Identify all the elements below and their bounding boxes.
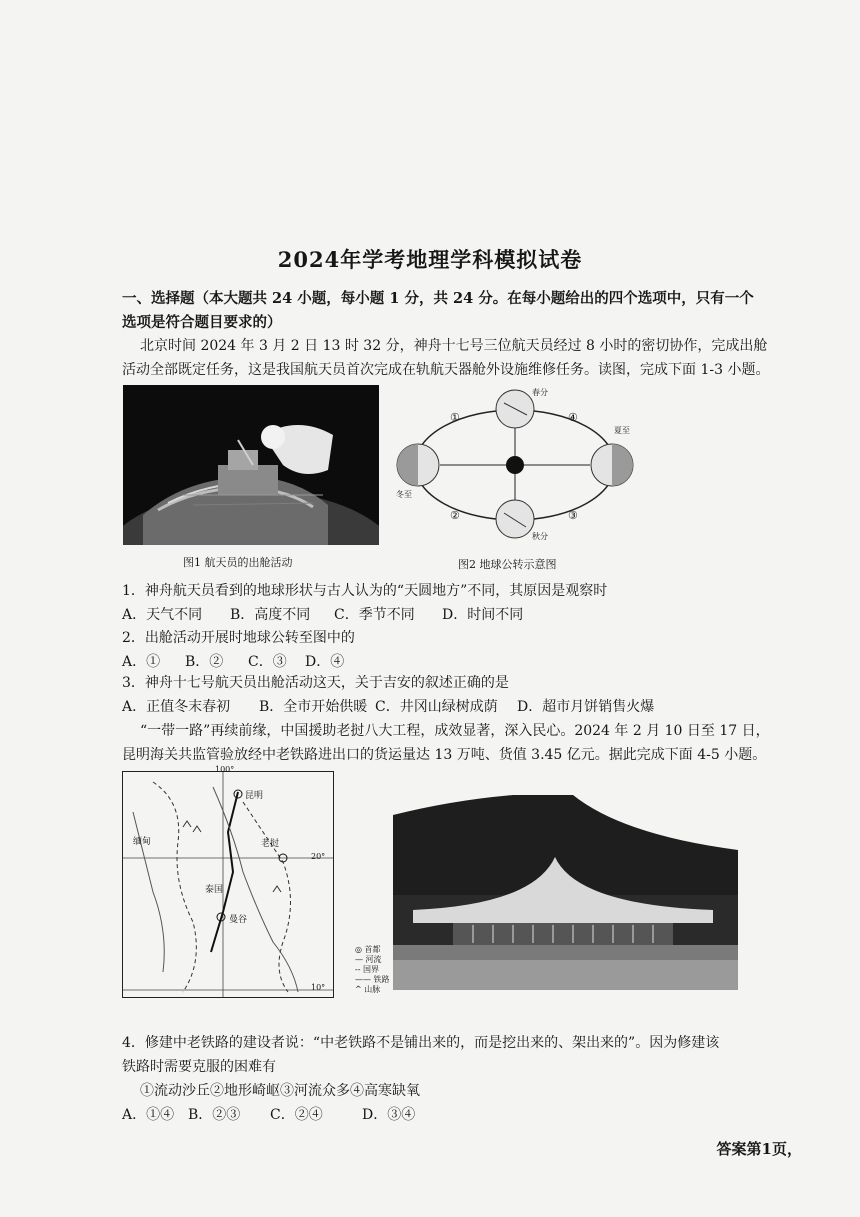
section-heading-cont: 选项是符合题目要求的） — [122, 314, 282, 331]
legend-river: — 河流 — [355, 955, 382, 964]
myanmar-label: 缅甸 — [133, 837, 152, 847]
q3-option-c: C．井冈山绿树成荫 — [375, 699, 498, 715]
passage-1-line-1: 北京时间 2024 年 3 月 2 日 13 时 32 分，神舟十七号三位航天员经过 8 小时的密切协作，完成出舱 — [140, 338, 768, 354]
latitude-20-label: 20° — [311, 852, 326, 861]
q1-option-a: A．天气不同 — [122, 607, 203, 623]
passage-2-line-1: “一带一路”再续前缘，中国援助老挝八大工程，成效显著，深入民心。2024 年 2 月 10 日至 17 日， — [140, 723, 770, 739]
q4-option-d: D．③④ — [362, 1107, 416, 1123]
q3-option-d: D．超市月饼销售火爆 — [517, 699, 655, 715]
q4-option-a: A．①④ — [122, 1107, 175, 1123]
latitude-10-label: 10° — [311, 983, 326, 992]
legend-border: -- 国界 — [355, 965, 379, 974]
figure-1-caption: 图1 航天员的出舱活动 — [183, 556, 293, 569]
autumn-equinox-label: 秋分 — [532, 532, 548, 541]
q2-option-a: A．① — [122, 654, 161, 670]
bangkok-label: 曼谷 — [229, 915, 248, 925]
question-4-items: ①流动沙丘②地形崎岖③河流众多④高寒缺氧 — [140, 1083, 420, 1099]
position-1-label: ① — [450, 411, 460, 424]
earth-revolution-diagram — [392, 385, 642, 545]
q4-option-b: B．②③ — [188, 1107, 241, 1123]
q1-option-c: C．季节不同 — [334, 607, 415, 623]
page-title: 2024年学考地理学科模拟试卷 — [277, 247, 583, 272]
q1-option-d: D．时间不同 — [442, 607, 524, 623]
question-4-stem: 4．修建中老铁路的建设者说：“中老铁路不是铺出来的，而是挖出来的、架出来的”。因为修建该 — [122, 1035, 720, 1051]
legend-capital: ◎ 首都 — [355, 945, 381, 954]
railway-station-photo — [393, 795, 738, 990]
q3-option-a: A．正值冬末春初 — [122, 699, 231, 715]
q3-option-b: B．全市开始供暖 — [259, 699, 368, 715]
question-4-stem-cont: 铁路时需要克服的困难有 — [122, 1059, 276, 1075]
kunming-label: 昆明 — [245, 791, 264, 801]
astronaut-photo — [123, 385, 379, 545]
q2-option-c: C．③ — [248, 654, 287, 670]
section-heading: 一、选择题（本大题共 24 小题，每小题 1 分，共 24 分。在每小题给出的四个选项中，只有一个 — [122, 290, 754, 307]
position-4-label: ④ — [568, 411, 578, 424]
legend-railway: —— 铁路 — [355, 975, 390, 984]
position-2-label: ② — [450, 509, 460, 522]
winter-solstice-label: 冬至 — [396, 490, 412, 499]
question-3-stem: 3．神舟十七号航天员出舱活动这天，关于吉安的叙述正确的是 — [122, 675, 509, 691]
legend-mountain: ^ 山脉 — [355, 985, 381, 994]
q1-option-b: B．高度不同 — [230, 607, 311, 623]
figure-2-caption: 图2 地球公转示意图 — [458, 558, 557, 571]
laos-label: 老挝 — [261, 839, 280, 849]
question-2-stem: 2．出舱活动开展时地球公转至图中的 — [122, 630, 355, 646]
thailand-label: 泰国 — [205, 885, 224, 895]
q4-option-c: C．②④ — [270, 1107, 323, 1123]
passage-2-line-2: 昆明海关共监管验放经中老铁路进出口的货运量达 13 万吨、货值 3.45 亿元。据此完成下面 4-5 小题。 — [122, 747, 767, 763]
longitude-100-label: 100° — [215, 765, 235, 774]
summer-solstice-label: 夏至 — [614, 426, 630, 435]
china-laos-railway-map — [122, 765, 334, 998]
q2-option-d: D．④ — [305, 654, 345, 670]
question-1-stem: 1．神舟航天员看到的地球形状与古人认为的“天圆地方”不同，其原因是观察时 — [122, 583, 608, 599]
q2-option-b: B．② — [185, 654, 224, 670]
position-3-label: ③ — [568, 509, 578, 522]
passage-1-line-2: 活动全部既定任务，这是我国航天员首次完成在轨航天器舱外设施维修任务。读图，完成下面 1-3 小题。 — [122, 362, 770, 378]
spring-equinox-label: 春分 — [532, 388, 548, 397]
page-footer: 答案第1页， — [716, 1140, 802, 1158]
